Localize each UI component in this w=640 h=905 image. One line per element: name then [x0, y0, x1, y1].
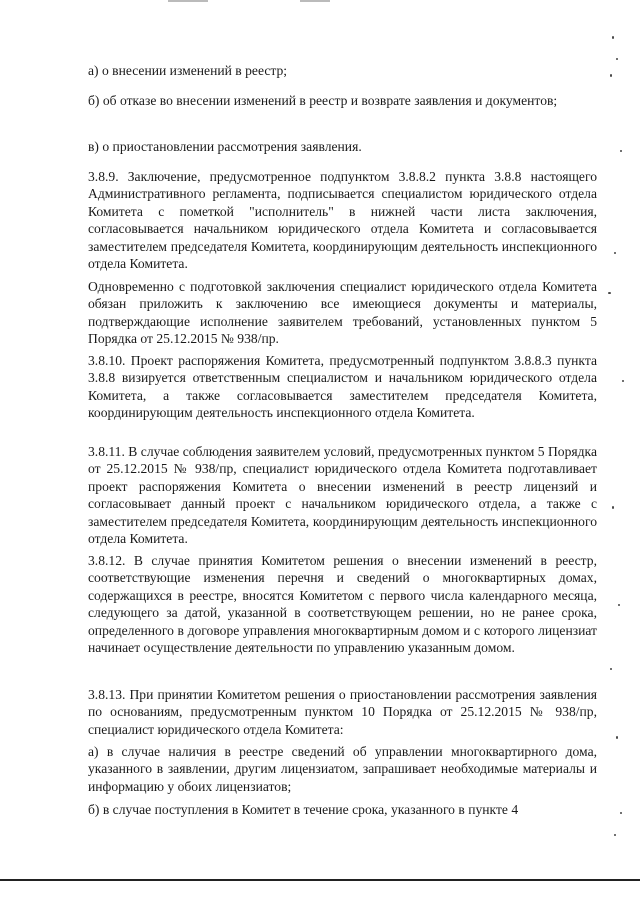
paragraph-3-8-10: 3.8.10. Проект распоряжения Комитета, предусмотренный подпунктом 3.8.8.3 пункта 3.8.8 визируется ответственным специалистом и начальником юридического отдела Комитета, а также согласовывается заместителем председателя Комитета, координирующим деятельность инспекционного отдела Комитета.: [88, 353, 597, 421]
scan-artifact: [168, 0, 208, 2]
paragraph-item-a: а) в случае наличия в реестре сведений об управлении многоквартирного дома, указанного в заявлении, другим лицензиатом, запрашивает необходимые материалы и информацию у обоих лицензиатов;: [88, 744, 597, 794]
scan-bottom-edge: [0, 879, 640, 881]
scan-edge-specks: [600, 0, 640, 905]
paragraph-3-8-9: 3.8.9. Заключение, предусмотренное подпунктом 3.8.8.2 пункта 3.8.8 настоящего Административного регламента, подписывается специалистом юридического отдела Комитета с пометкой "исполнитель" в нижней части листа заключения, согласовывается начальником юридического отдела Комитета и согласовывается заместителем председателя Комитета, координирующим деятельность инспекционного отдела Комитета.: [88, 169, 597, 272]
paragraph-simultaneously: Одновременно с подготовкой заключения специалист юридического отдела Комитета обязан приложить к заключению все имеющиеся документы и материалы, подтверждающие исполнение заявителем требований, установленных пунктом 5 Порядка от 25.12.2015 № 938/пр.: [88, 279, 597, 347]
paragraph-option-b: б) об отказе во внесении изменений в реестр и возврате заявления и документов;: [88, 93, 558, 108]
paragraph-option-c: в) о приостановлении рассмотрения заявления.: [88, 139, 362, 154]
paragraph-3-8-13: 3.8.13. При принятии Комитетом решения о приостановлении рассмотрения заявления по основаниям, предусмотренным пунктом 10 Порядка от 25.12.2015 № 938/пр, специалист юридического отдела Комитета:: [88, 687, 597, 737]
paragraph-option-a: а) о внесении изменений в реестр;: [88, 63, 288, 78]
scan-artifact: [300, 0, 330, 2]
paragraph-3-8-12: 3.8.12. В случае принятия Комитетом решения о внесении изменений в реестр, соответствующие изменения перечня и сведений о многоквартирных домах, содержащихся в реестре, вносятся Комитетом с первого числа календарного месяца, следующего за датой, указанной в соответствующем решении, но не ранее срока, определенного в договоре управления многоквартирным домом и с которого лицензиат начинает осуществление деятельности по управлению указанным домом.: [88, 553, 597, 656]
paragraph-3-8-11: 3.8.11. В случае соблюдения заявителем условий, предусмотренных пунктом 5 Порядка от 25.12.2015 № 938/пр, специалист юридического отдела Комитета подготавливает проект распоряжения Комитета о внесении изменений в реестр лицензий и согласовывает данный проект с начальником юридического отдела, а также с заместителем председателя Комитета, координирующим деятельность инспекционного отдела Комитета.: [88, 444, 597, 547]
paragraph-item-b: б) в случае поступления в Комитет в течение срока, указанного в пункте 4: [88, 802, 519, 817]
